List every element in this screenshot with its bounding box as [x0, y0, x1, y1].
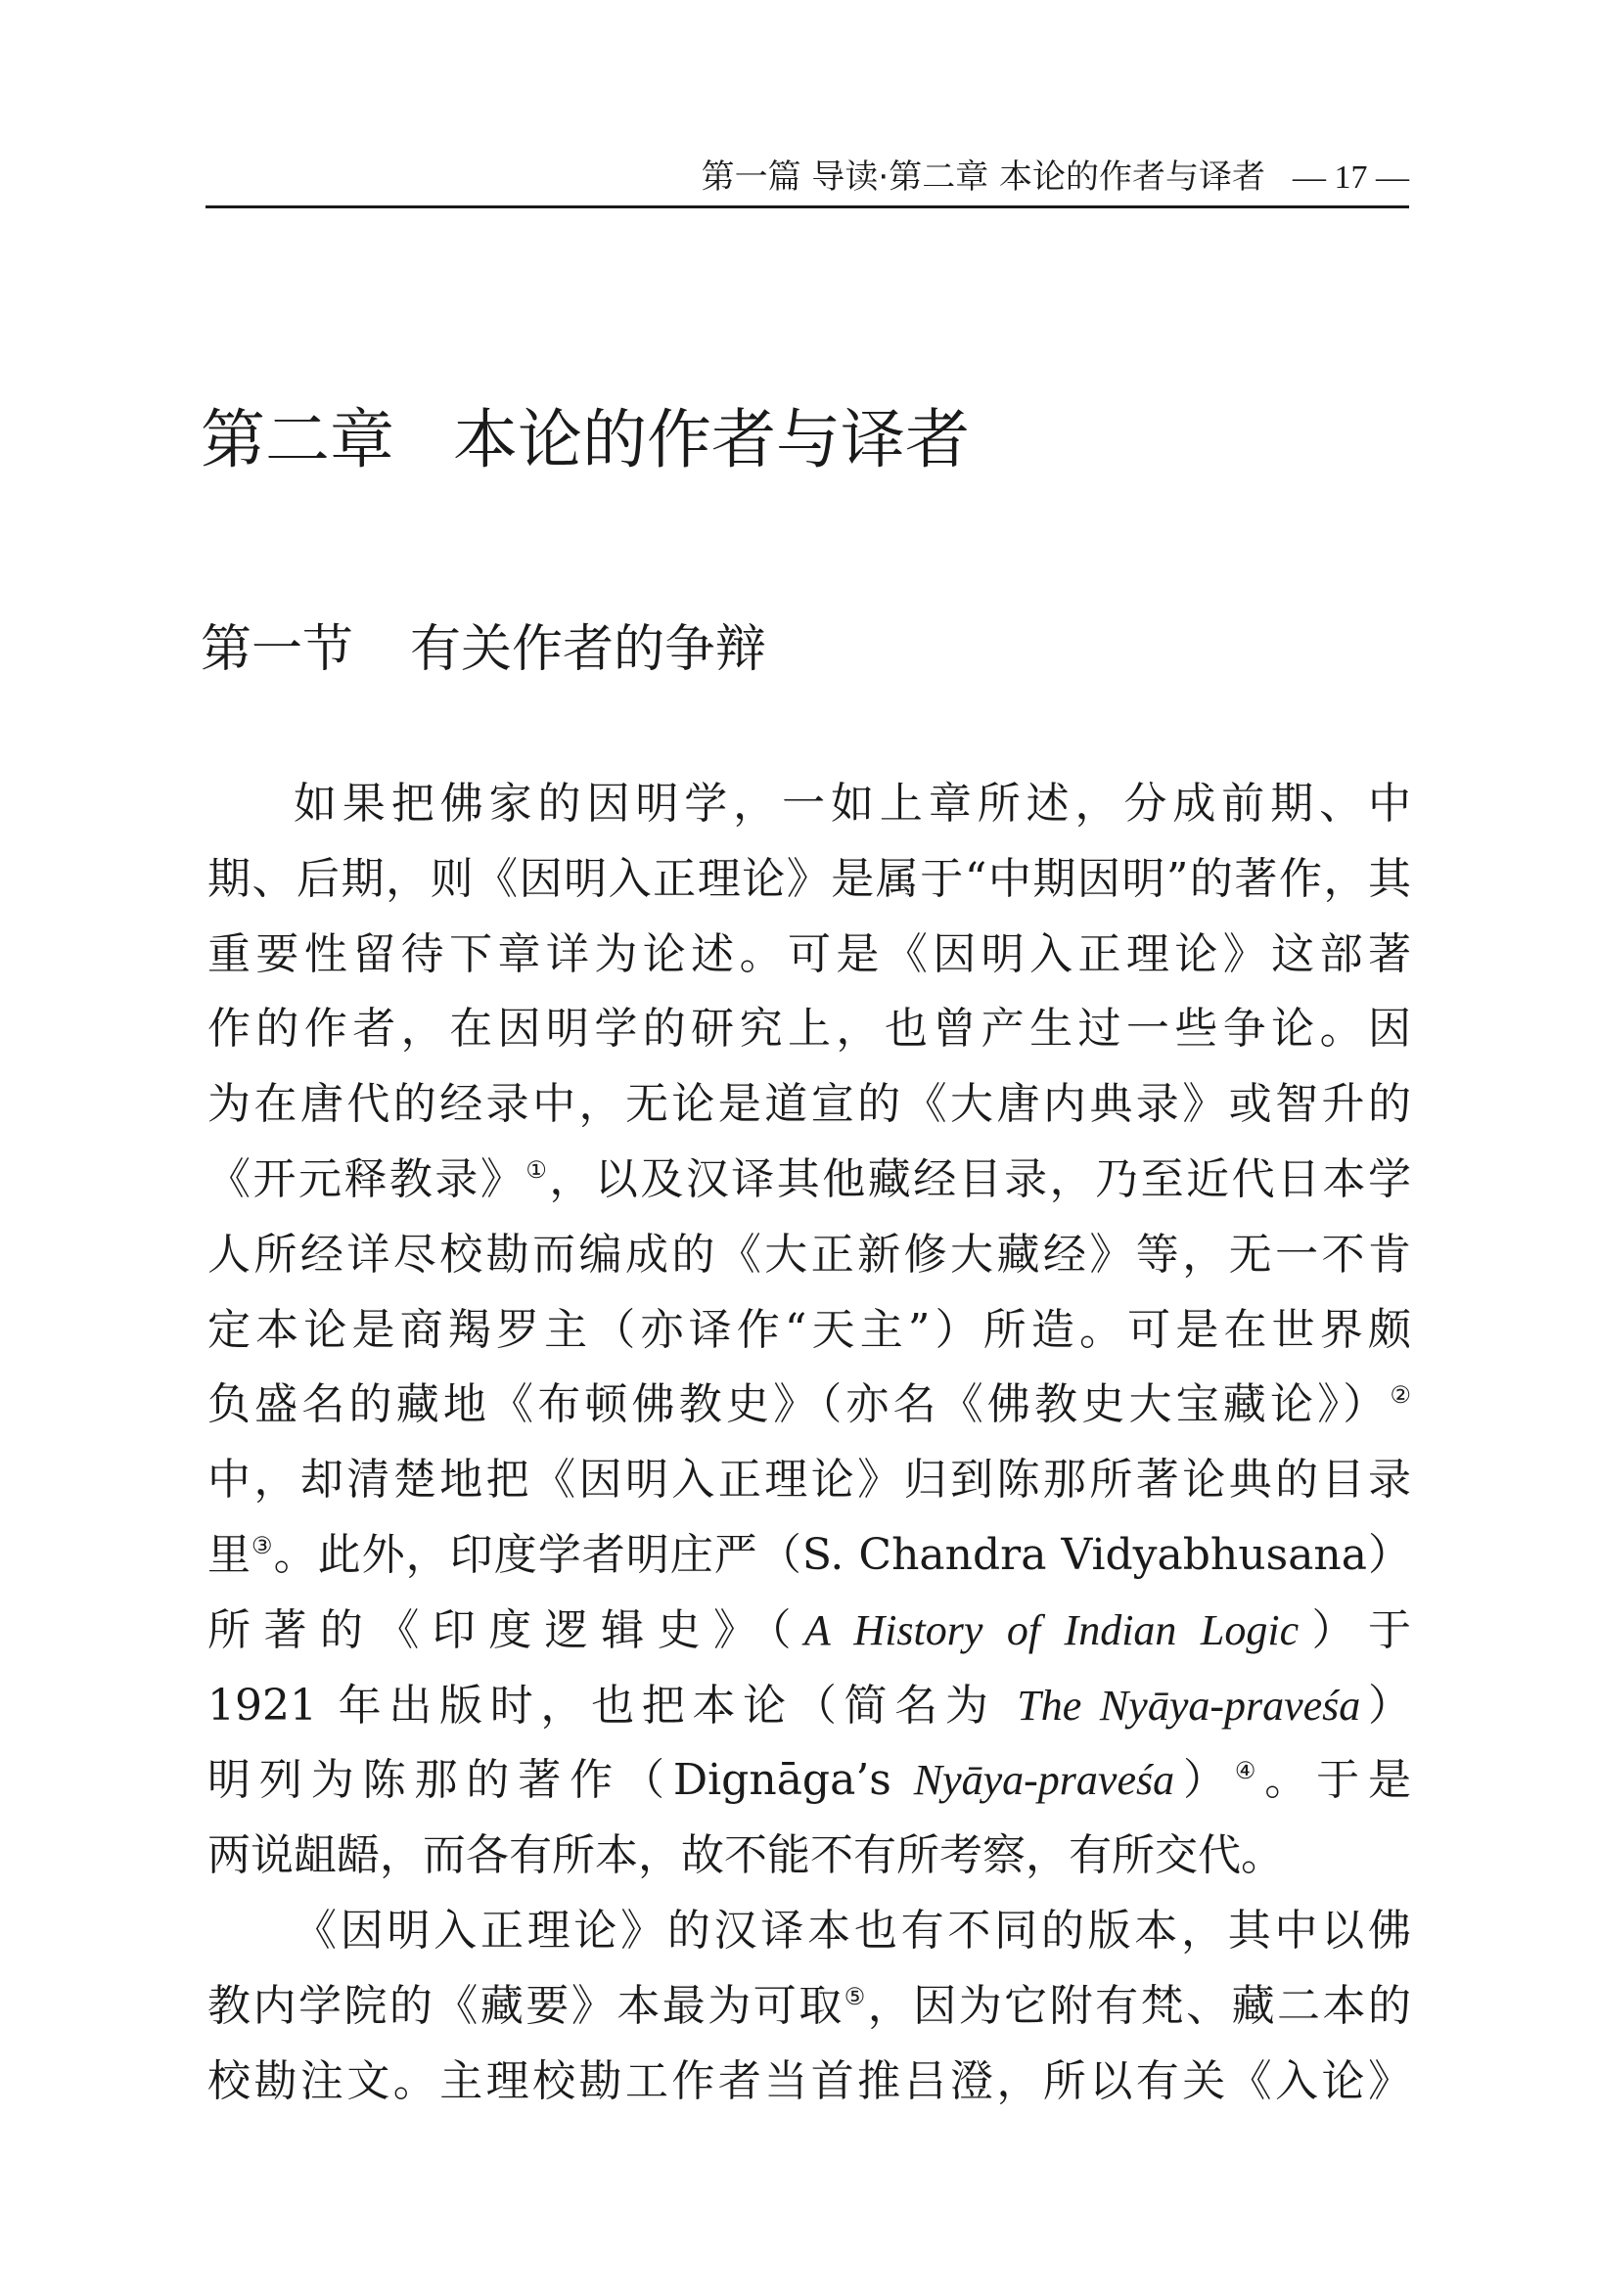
book-title-italic: A History of Indian Logic: [803, 1605, 1300, 1654]
text-line: 《因明入正理论》的汉译本也有不同的版本，其中以佛: [294, 1905, 1411, 1956]
footnote-marker[interactable]: ④: [1234, 1757, 1265, 1785]
footnote-marker[interactable]: ⑤: [844, 1982, 868, 2010]
text-segment: 负盛名的藏地《布顿佛教史》（亦名《佛教史大宝藏论》）: [207, 1379, 1391, 1430]
paragraph-1: [207, 767, 1411, 1894]
text-line: [207, 1368, 1411, 1443]
footnote-marker[interactable]: ①: [525, 1155, 550, 1184]
text-segment: 里: [207, 1529, 252, 1580]
text-segment: ）: [1360, 1680, 1411, 1731]
text-line: [207, 1518, 1411, 1594]
text-segment: ，以及汉译其他藏经目录，乃至近代日本学: [549, 1153, 1412, 1204]
text-line: 如果把佛家的因明学，一如上章所述，分成前期、中: [294, 779, 1411, 829]
section-heading: [201, 618, 766, 681]
text-line: 重要性留待下章详为论述。可是《因明入正理论》这部著: [207, 928, 1411, 979]
text-segment: 。此外，印度学者明庄严（S. Chandra Vidyabhusana）: [273, 1529, 1412, 1580]
text-segment: ）于: [1299, 1604, 1412, 1655]
text-line: 两说龃龉，而各有所本，故不能不有所考察，有所交代。: [207, 1830, 1284, 1881]
text-line: 为在唐代的经录中，无论是道宣的《大唐内典录》或智升的: [207, 1079, 1411, 1130]
text-line: 中，却清楚地把《因明入正理论》归到陈那所著论典的目录: [207, 1455, 1411, 1506]
paragraph-2: [207, 1894, 1411, 2119]
text-line: 人所经详尽校勘而编成的《大正新修大藏经》等，无一不肯: [207, 1229, 1411, 1280]
footnote-marker[interactable]: ③: [251, 1531, 274, 1559]
text-line: 作的作者，在因明学的研究上，也曾产生过一些争论。因: [207, 1004, 1411, 1055]
section-title: 有关作者的争辩: [410, 620, 767, 679]
book-title-italic: The Nyāya-praveśa: [1017, 1681, 1361, 1730]
text-line: [207, 1594, 1411, 1669]
chapter-title: 本论的作者与译者: [453, 402, 970, 477]
chapter-heading: [201, 401, 970, 479]
text-line: 定本论是商羯罗主（亦译作“天主”）所造。可是在世界颇: [207, 1304, 1411, 1355]
footnote-marker[interactable]: ②: [1390, 1381, 1411, 1410]
text-segment: 明列为陈那的著作（Dignāga’s: [207, 1755, 914, 1806]
text-segment: 《开元释教录》: [207, 1153, 526, 1204]
text-line: 期、后期，则《因明入正理论》是属于“中期因明”的著作，其: [207, 853, 1411, 904]
text-line: [207, 1143, 1411, 1218]
text-segment: ，因为它附有梵、藏二本的: [867, 1980, 1412, 2031]
running-title: 第一篇 导读·第二章 本论的作者与译者: [701, 158, 1265, 197]
running-header: [205, 157, 1409, 208]
chapter-number: 第二章: [201, 402, 394, 477]
text-line: [207, 1669, 1411, 1744]
text-segment: 1921 年出版时，也把本论（简名为: [207, 1680, 1018, 1731]
text-segment: ）: [1174, 1755, 1235, 1806]
section-number: 第一节: [201, 620, 354, 679]
page-number: — 17 —: [1293, 159, 1409, 196]
book-title-italic: Nyāya-praveśa: [913, 1756, 1175, 1805]
body-text: [207, 767, 1411, 2119]
text-line: [207, 1969, 1411, 2045]
text-line: [207, 1743, 1411, 1819]
text-segment: 。于是: [1264, 1755, 1412, 1806]
text-segment: 所著的《印度逻辑史》（: [207, 1604, 804, 1655]
text-segment: 教内学院的《藏要》本最为可取: [207, 1980, 844, 2031]
text-line: 校勘注文。主理校勘工作者当首推吕澄，所以有关《入论》: [207, 2055, 1411, 2106]
